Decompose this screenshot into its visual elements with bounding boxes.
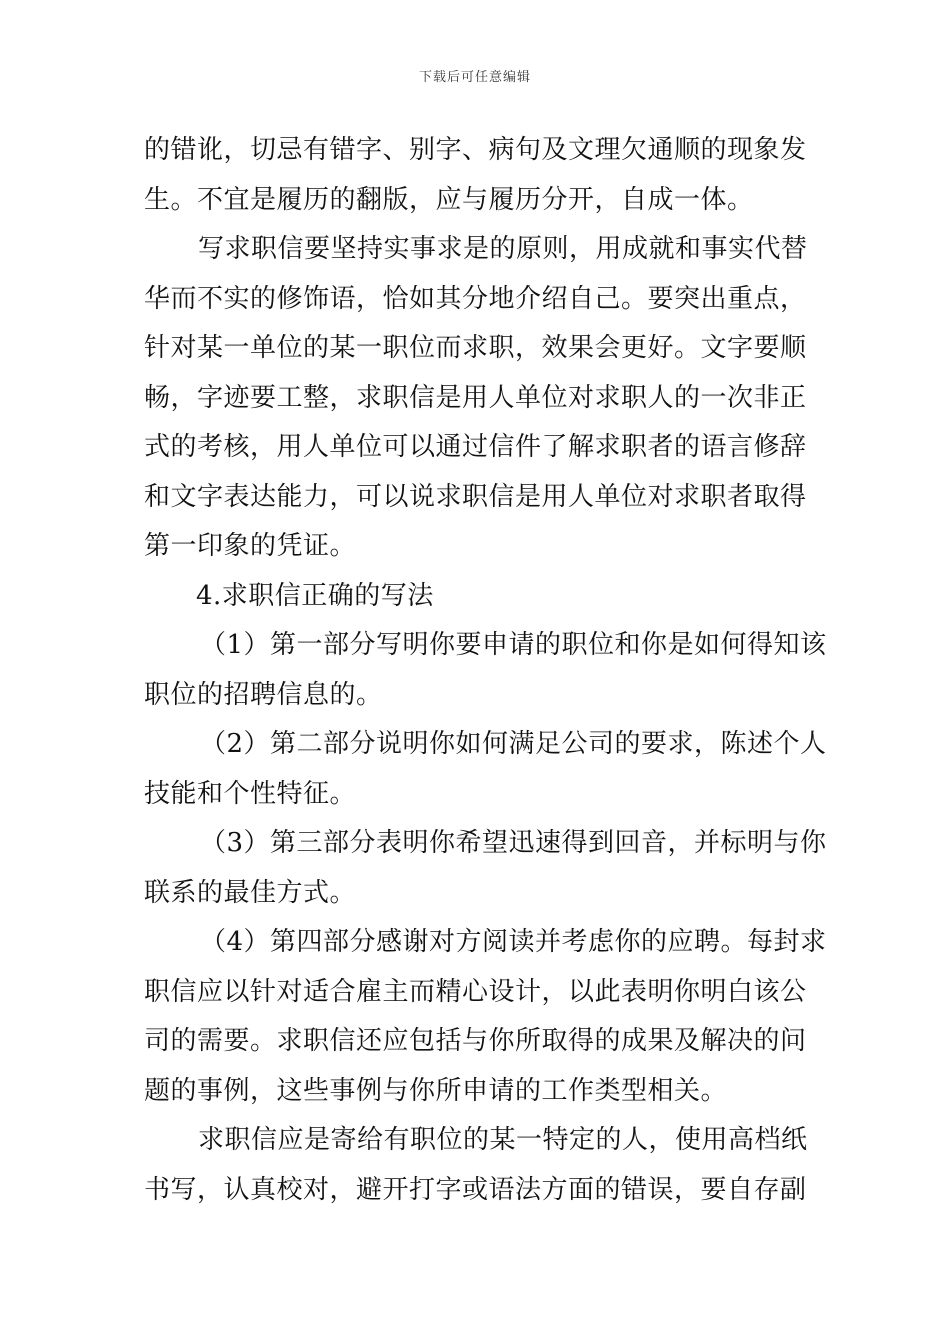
list-item-first-line: （4）第四部分感谢对方阅读并考虑你的应聘。每封求 xyxy=(200,927,827,957)
section-heading: 4.求职信正确的写法 xyxy=(196,580,434,611)
document-body xyxy=(144,126,827,1215)
text-line: 题的事例，这些事例与你所申请的工作类型相关。 xyxy=(144,1075,728,1106)
list-item-first-line: （3）第三部分表明你希望迅速得到回音，并标明与你 xyxy=(200,828,827,858)
text-line: 职信应以针对适合雇主而精心设计，以此表明你明白该公 xyxy=(144,976,807,1007)
paragraph-first-line: 求职信应是寄给有职位的某一特定的人，使用高档纸 xyxy=(198,1125,808,1155)
list-item-first-line: （1）第一部分写明你要申请的职位和你是如何得知该 xyxy=(200,630,827,660)
text-line: 的错讹，切忌有错字、别字、病句及文理欠通顺的现象发 xyxy=(144,135,807,165)
text-line: 司的需要。求职信还应包括与你所取得的成果及解决的问 xyxy=(144,1026,807,1056)
text-line: 畅，字迹要工整，求职信是用人单位对求职人的一次非正 xyxy=(144,382,807,413)
text-line: 技能和个性特征。 xyxy=(144,778,357,809)
text-line: 生。不宜是履历的翻版，应与履历分开，自成一体。 xyxy=(144,184,754,215)
text-line: 针对某一单位的某一职位而求职，效果会更好。文字要顺 xyxy=(144,333,807,363)
page-header-note: 下载后可任意编辑 xyxy=(418,70,531,85)
text-line: 第一印象的凭证。 xyxy=(144,531,357,561)
text-line: 书写，认真校对，避开打字或语法方面的错误，要自存副 xyxy=(144,1174,807,1205)
text-line: 和文字表达能力，可以说求职信是用人单位对求职者取得 xyxy=(144,481,807,512)
text-line: 职位的招聘信息的。 xyxy=(144,679,383,710)
paragraph-first-line: 写求职信要坚持实事求是的原则，用成就和事实代替 xyxy=(198,234,808,264)
text-line: 联系的最佳方式。 xyxy=(144,877,357,908)
text-line: 华而不实的修饰语，恰如其分地介绍自己。要突出重点， xyxy=(144,283,807,314)
list-item-first-line: （2）第二部分说明你如何满足公司的要求，陈述个人 xyxy=(200,729,827,759)
text-line: 式的考核，用人单位可以通过信件了解求职者的语言修辞 xyxy=(144,432,807,462)
